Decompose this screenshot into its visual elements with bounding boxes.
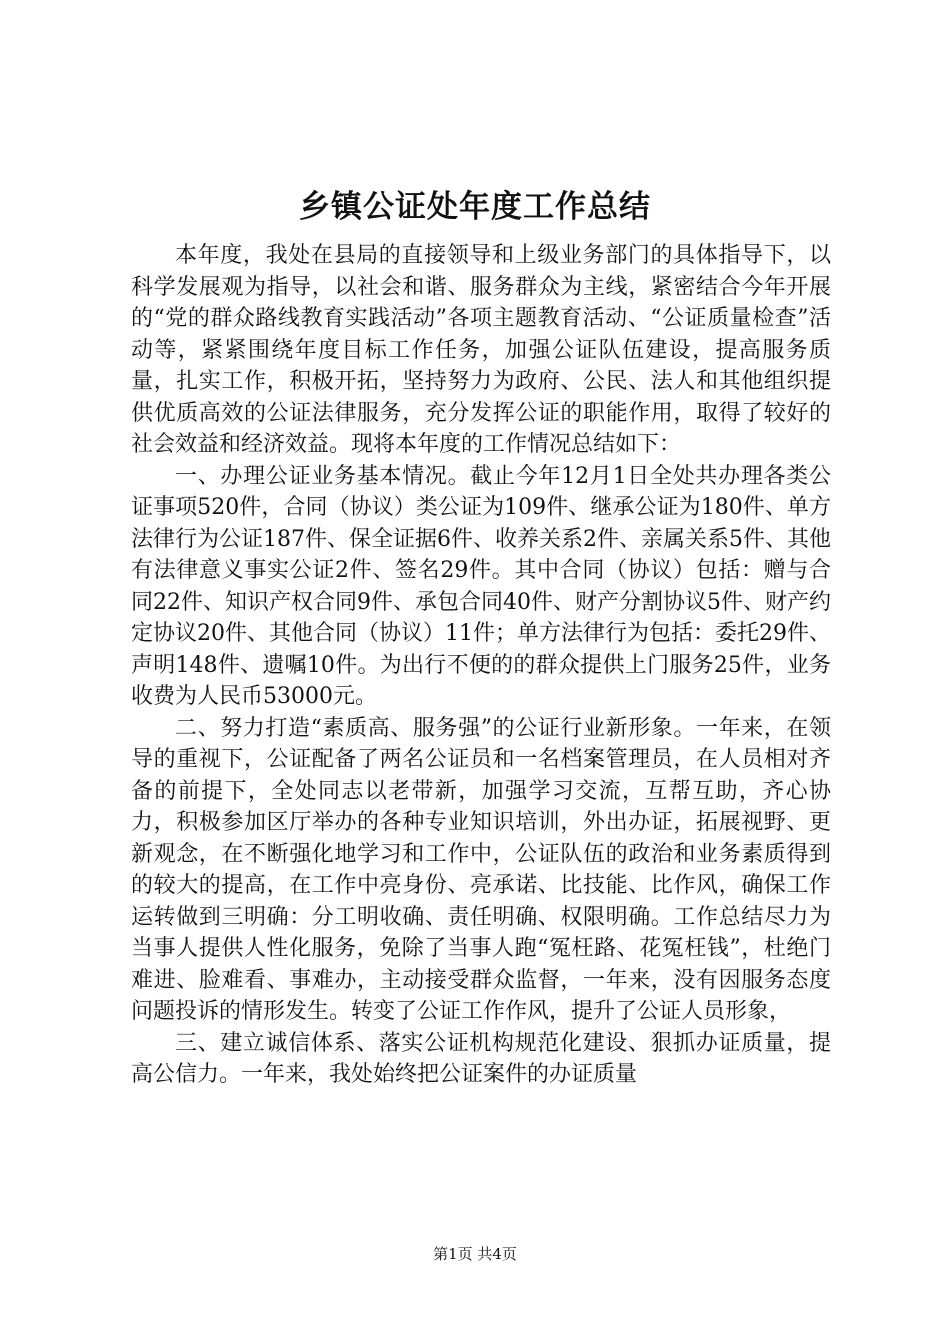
document-title: 乡镇公证处年度工作总结 <box>299 189 651 225</box>
paragraph-section-2: 二、努力打造“素质高、服务强”的公证行业新形象。一年来，在领导的重视下，公证配备了两名公证员和一名档案管理员，在人员相对齐备的前提下，全处同志以老带新，加强学习交流，互帮互助，齐心协力，积极参加区厅举办的各种专业知识培训，外出办证，拓展视野、更新观念，在不断强化地学习和工作中，公证队伍的政治和业务素质得到的较大的提高，在工作中亮身份、亮承诺、比技能、比作风，确保工作运转做到三明确：分工明收确、责任明确、权限明确。工作总结尽力为当事人提供人性化服务，免除了当事人跑“冤枉路、花冤枉钱”，杜绝门难进、脸难看、事难办，主动接受群众监督，一年来，没有因服务态度问题投诉的情形发生。转变了公证工作作风，提升了公证人员形象， <box>131 715 831 1024</box>
document-body <box>131 240 831 1091</box>
paragraph-section-1: 一、办理公证业务基本情况。截止今年12月1日全处共办理各类公证事项520件，合同（协议）类公证为109件、继承公证为180件、单方法律行为公证187件、保全证据6件、收养关系2件、亲属关系5件、其他有法律意义事实公证2件、签名29件。其中合同（协议）包括：赠与合同22件、知识产权合同9件、承包合同40件、财产分割协议5件、财产约定协议20件、其他合同（协议）11件；单方法律行为包括：委托29件、声明148件、遗嘱10件。为出行不便的的群众提供上门服务25件，业务收费为人民币53000元。 <box>131 463 831 709</box>
page-number-footer: 第1页 共4页 <box>433 1245 517 1263</box>
paragraph-intro: 本年度，我处在县局的直接领导和上级业务部门的具体指导下，以科学发展观为指导，以社会和谐、服务群众为主线，紧密结合今年开展的“党的群众路线教育实践活动”各项主题教育活动、“公证质量检查”活动等，紧紧围绕年度目标工作任务，加强公证队伍建设，提高服务质量，扎实工作，积极开拓，坚持努力为政府、公民、法人和其他组织提供优质高效的公证法律服务，充分发挥公证的职能作用，取得了较好的社会效益和经济效益。现将本年度的工作情况总结如下： <box>131 243 831 457</box>
paragraph-section-3: 三、建立诚信体系、落实公证机构规范化建设、狠抓办证质量，提高公信力。一年来，我处始终把公证案件的办证质量 <box>131 1030 831 1087</box>
